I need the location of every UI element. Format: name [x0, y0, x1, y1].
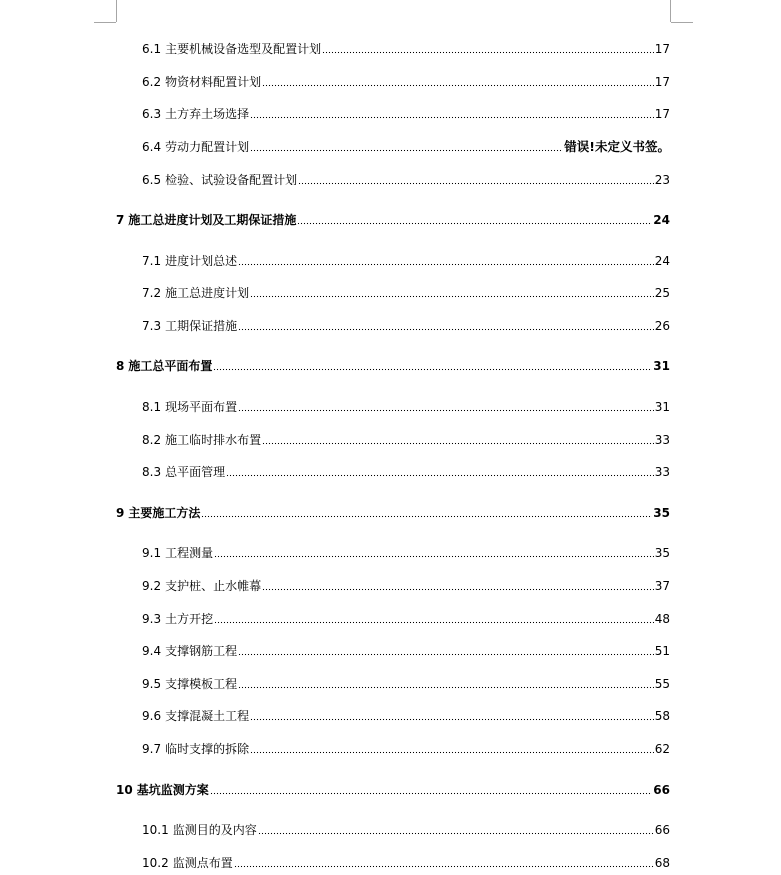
page-crop-mark-right-horizontal: [671, 22, 693, 23]
toc-entry-number: 8.3: [142, 465, 162, 479]
toc-chapter-entry[interactable]: [116, 359, 670, 373]
toc-entry[interactable]: [142, 75, 670, 89]
toc-entry-page: 68: [654, 856, 670, 870]
toc-entry-title: 物资材料配置计划: [165, 75, 262, 89]
toc-entry[interactable]: [142, 465, 670, 479]
toc-dot-leader: [250, 295, 654, 298]
toc-entry-title: 施工总平面布置: [128, 359, 213, 373]
toc-entry-number: 10.2: [142, 856, 169, 870]
toc-entry-number: 9.6: [142, 709, 162, 723]
toc-entry-title: 检验、试验设备配置计划: [165, 173, 298, 187]
toc-dot-leader: [201, 515, 652, 518]
toc-dot-leader: [262, 442, 654, 445]
toc-entry-page: 66: [653, 783, 670, 797]
toc-entry-title: 总平面管理: [165, 465, 226, 479]
toc-entry[interactable]: [142, 612, 670, 626]
toc-dot-leader: [234, 865, 654, 868]
toc-entry-page: 17: [654, 107, 670, 121]
toc-entry-title: 支撑模板工程: [165, 677, 238, 691]
toc-entry[interactable]: [142, 319, 670, 333]
toc-entry-title: 临时支撑的拆除: [165, 742, 250, 756]
toc-entry-page: 24: [654, 254, 670, 268]
toc-entry[interactable]: [142, 742, 670, 756]
toc-entry-page: 31: [653, 359, 670, 373]
toc-entry-title: 工期保证措施: [165, 319, 238, 333]
toc-entry-page: 23: [654, 173, 670, 187]
toc-entry-page: 17: [654, 75, 670, 89]
toc-entry-title: 基坑监测方案: [136, 783, 209, 797]
toc-entry-title: 土方弃土场选择: [165, 107, 250, 121]
toc-entry[interactable]: [142, 433, 670, 447]
toc-entry-page: 37: [654, 579, 670, 593]
toc-entry-page: 51: [654, 644, 670, 658]
toc-dot-leader: [213, 368, 652, 371]
toc-entry-page: 17: [654, 42, 670, 56]
toc-entry-title: 主要施工方法: [128, 506, 201, 520]
toc-dot-leader: [298, 182, 654, 185]
toc-dot-leader: [322, 51, 654, 54]
toc-entry-number: 8.1: [142, 400, 162, 414]
toc-entry-title: 监测目的及内容: [172, 823, 257, 837]
toc-entry-title: 施工临时排水布置: [165, 433, 262, 447]
toc-dot-leader: [250, 149, 563, 152]
toc-dot-leader: [214, 555, 654, 558]
toc-entry-number: 7.1: [142, 254, 162, 268]
toc-entry[interactable]: [142, 107, 670, 121]
toc-entry-number: 6.4: [142, 140, 162, 154]
toc-entry-title: 施工总进度计划及工期保证措施: [128, 213, 297, 227]
toc-entry-number: 6.5: [142, 173, 162, 187]
toc-dot-leader: [226, 474, 654, 477]
toc-entry[interactable]: [142, 546, 670, 560]
toc-entry-number: 7.2: [142, 286, 162, 300]
toc-dot-leader: [262, 84, 654, 87]
toc-entry-number: 10.1: [142, 823, 169, 837]
toc-entry-number: 7: [116, 213, 125, 227]
toc-entry-title: 主要机械设备选型及配置计划: [165, 42, 322, 56]
toc-entry[interactable]: [142, 579, 670, 593]
toc-entry[interactable]: [142, 400, 670, 414]
toc-dot-leader: [238, 409, 654, 412]
toc-entry-number: 9.5: [142, 677, 162, 691]
toc-entry-number: 9: [116, 506, 125, 520]
toc-dot-leader: [238, 328, 654, 331]
toc-dot-leader: [210, 792, 653, 795]
toc-entry-title: 施工总进度计划: [165, 286, 250, 300]
toc-entry-number: 10: [116, 783, 133, 797]
toc-entry-page: 48: [654, 612, 670, 626]
toc-entry-number: 6.3: [142, 107, 162, 121]
toc-entry-page: 24: [653, 213, 670, 227]
toc-entry-number: 8.2: [142, 433, 162, 447]
toc-entry-page: 66: [654, 823, 670, 837]
page-crop-mark-left-horizontal: [94, 22, 116, 23]
toc-entry-page: 58: [654, 709, 670, 723]
toc-entry-number: 6.2: [142, 75, 162, 89]
toc-entry-number: 9.1: [142, 546, 162, 560]
toc-entry-page: 55: [654, 677, 670, 691]
toc-entry[interactable]: [142, 823, 670, 837]
toc-entry[interactable]: [142, 254, 670, 268]
toc-entry-title: 进度计划总述: [165, 254, 238, 268]
toc-entry-page: 26: [654, 319, 670, 333]
toc-entry-page: 31: [654, 400, 670, 414]
toc-entry[interactable]: [142, 286, 670, 300]
toc-dot-leader: [238, 263, 654, 266]
toc-dot-leader: [214, 621, 654, 624]
toc-entry-title: 工程测量: [165, 546, 214, 560]
toc-dot-leader: [250, 718, 654, 721]
toc-dot-leader: [250, 751, 654, 754]
toc-entry-number: 9.3: [142, 612, 162, 626]
toc-entry-number: 9.7: [142, 742, 162, 756]
toc-entry-title: 支撑混凝土工程: [165, 709, 250, 723]
toc-entry-title: 现场平面布置: [165, 400, 238, 414]
toc-entry-title: 监测点布置: [172, 856, 233, 870]
toc-dot-leader: [258, 832, 654, 835]
toc-entry[interactable]: [142, 42, 670, 56]
toc-entry-number: 9.2: [142, 579, 162, 593]
toc-entry-number: 6.1: [142, 42, 162, 56]
toc-entry-page-error: 错误!未定义书签。: [564, 139, 670, 154]
toc-chapter-entry[interactable]: [116, 213, 670, 227]
toc-entry-title: 支撑钢筋工程: [165, 644, 238, 658]
toc-chapter-entry[interactable]: [116, 783, 670, 797]
toc-entry[interactable]: [142, 140, 670, 154]
toc-entry-number: 8: [116, 359, 125, 373]
toc-dot-leader: [250, 116, 654, 119]
toc-entry-title: 劳动力配置计划: [165, 140, 250, 154]
toc-entry-page: 62: [654, 742, 670, 756]
toc-dot-leader: [297, 222, 652, 225]
toc-entry[interactable]: [142, 644, 670, 658]
toc-dot-leader: [238, 686, 654, 689]
toc-entry-number: 7.3: [142, 319, 162, 333]
toc-entry-page: 25: [654, 286, 670, 300]
toc-entry[interactable]: [142, 709, 670, 723]
toc-dot-leader: [238, 653, 654, 656]
toc-entry-page: 35: [654, 546, 670, 560]
page-crop-mark-right-vertical: [670, 0, 671, 22]
page-crop-mark-left-vertical: [116, 0, 117, 22]
toc-entry-page: 33: [654, 465, 670, 479]
toc-entry-page: 35: [653, 506, 670, 520]
toc-dot-leader: [262, 588, 654, 591]
toc-chapter-entry[interactable]: [116, 506, 670, 520]
toc-entry[interactable]: [142, 856, 670, 870]
toc-entry-title: 支护桩、止水帷幕: [165, 579, 262, 593]
toc-entry-title: 土方开挖: [165, 612, 214, 626]
toc-entry-number: 9.4: [142, 644, 162, 658]
toc-entry[interactable]: [142, 173, 670, 187]
toc-entry-page: 33: [654, 433, 670, 447]
toc-entry[interactable]: [142, 677, 670, 691]
